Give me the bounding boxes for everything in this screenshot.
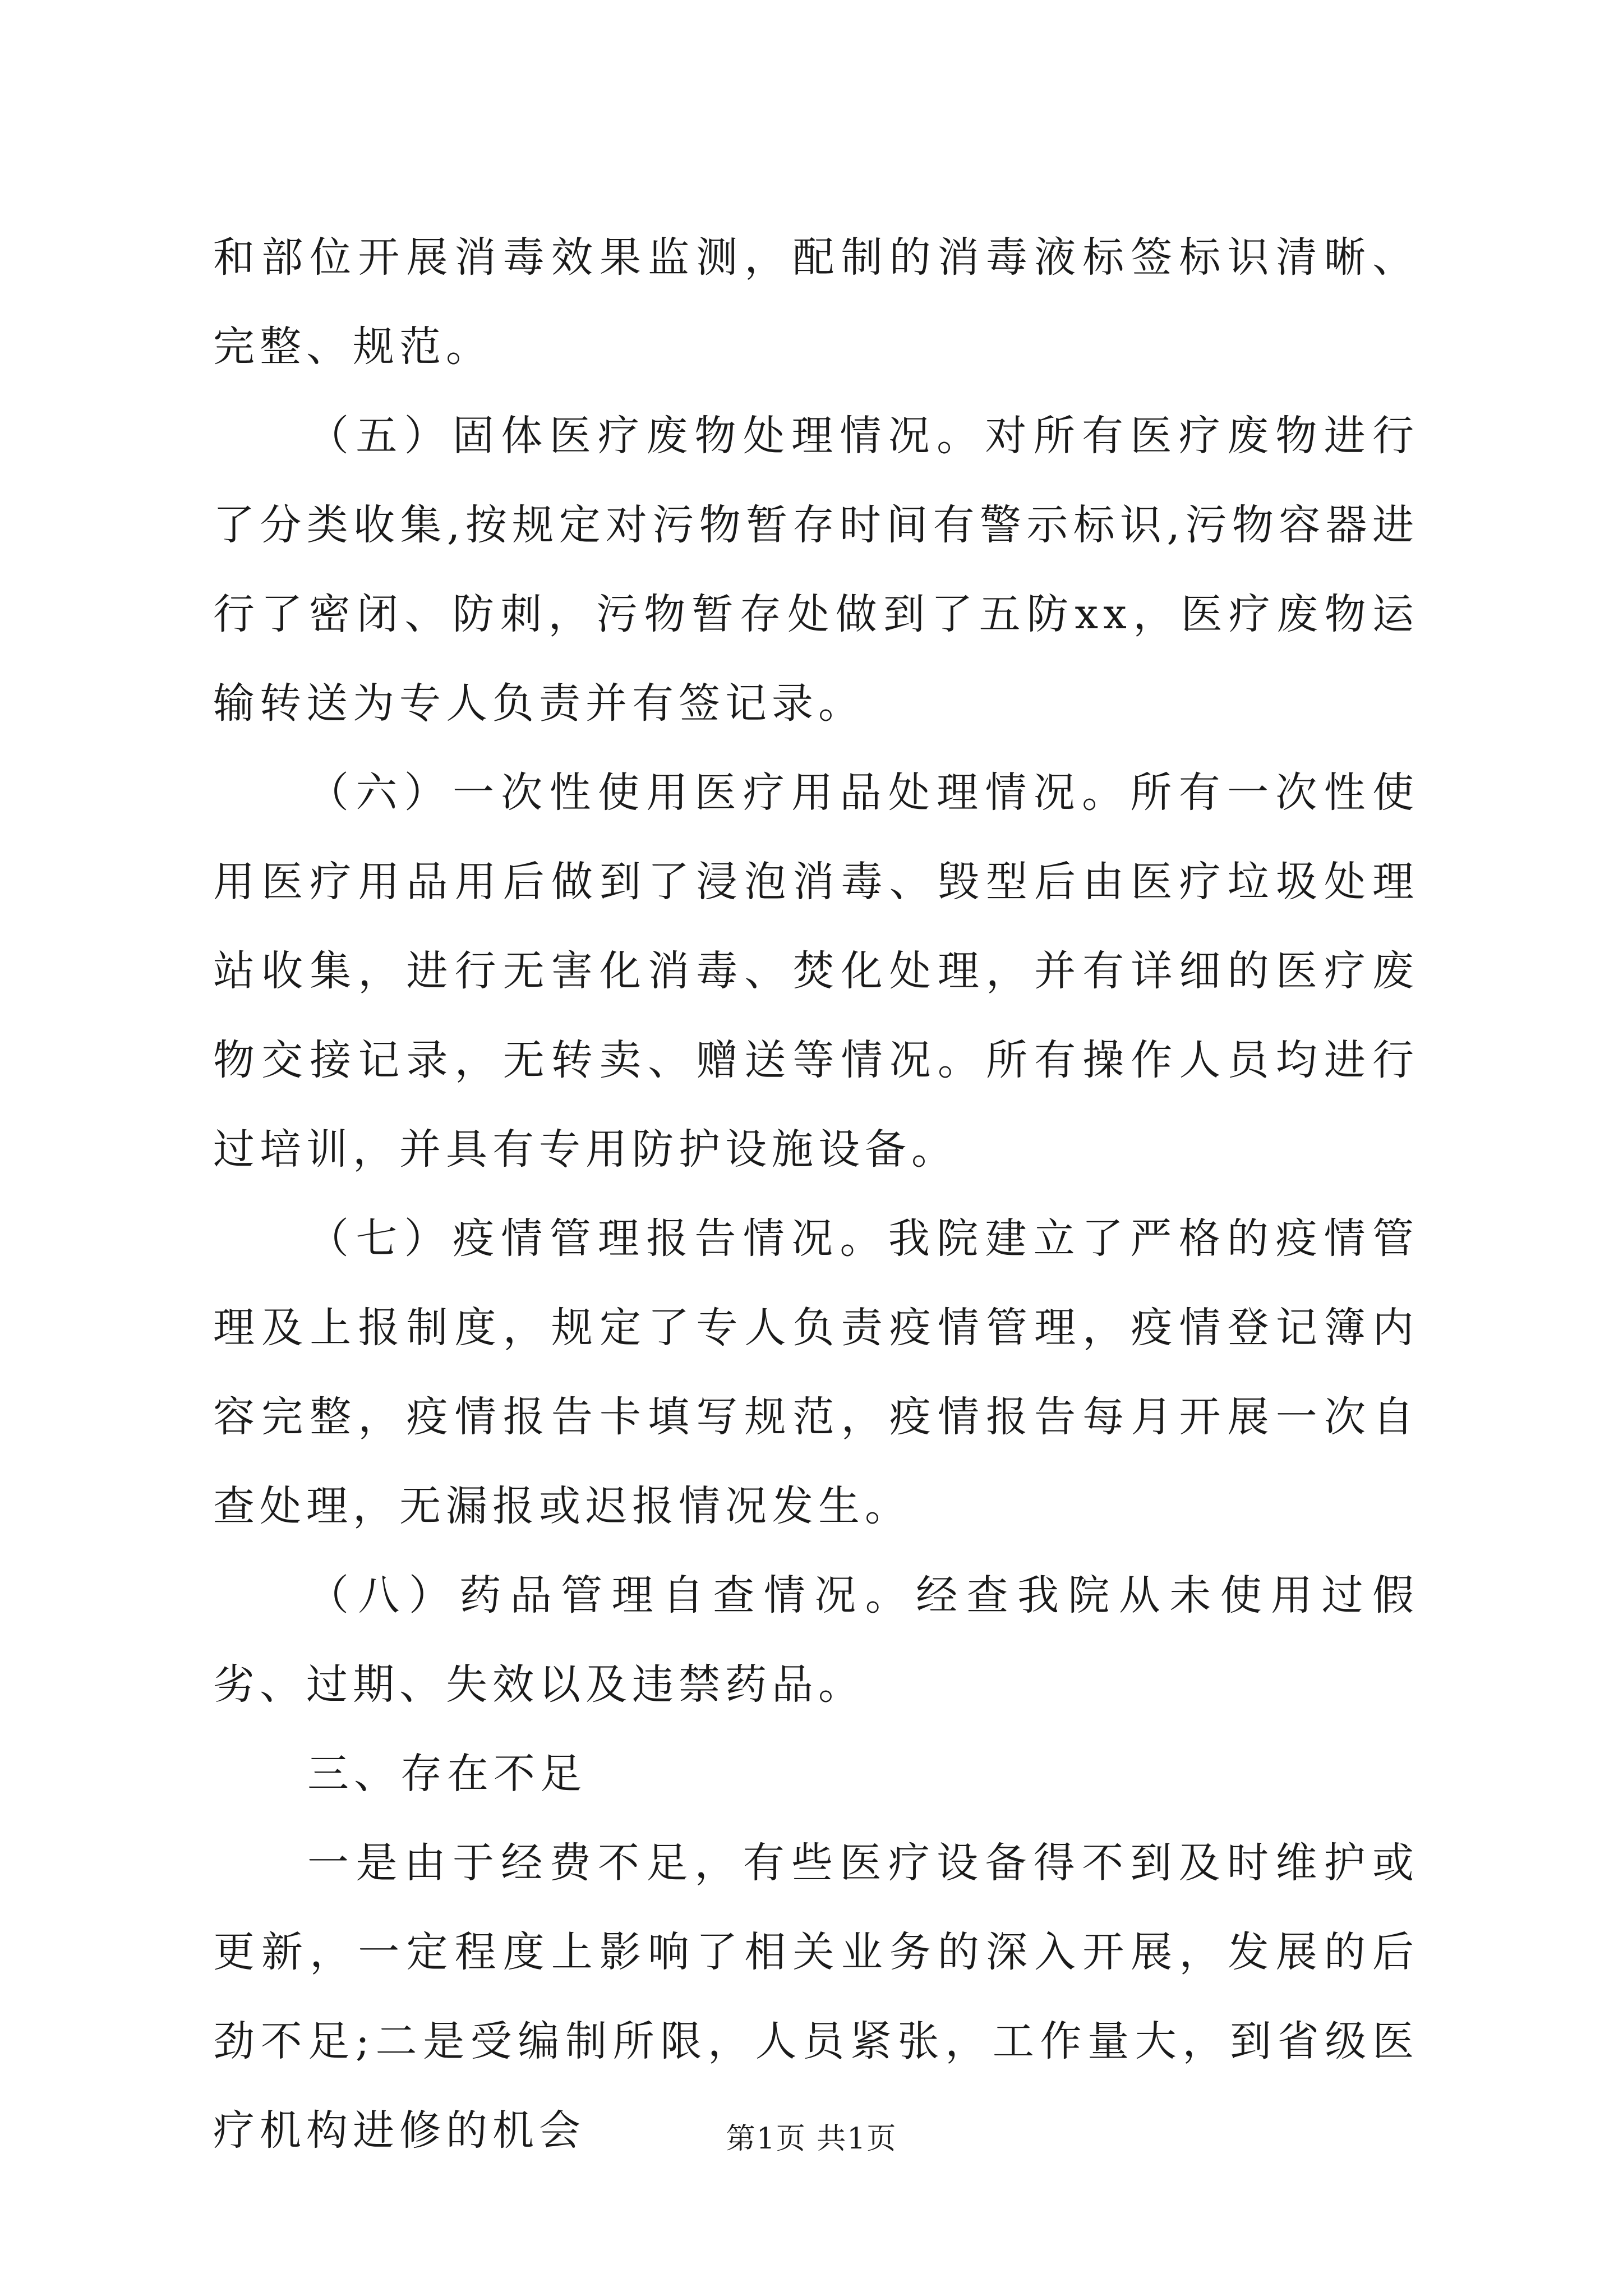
paragraph-1: 和部位开展消毒效果监测，配制的消毒液标签标识清晰、完整、规范。 (213, 233, 1419, 371)
paragraph-5: （八）药品管理自查情况。经查我院从未使用过假劣、过期、失效以及违禁药品。 (213, 1571, 1419, 1709)
paragraph-6: 一是由于经费不足，有些医疗设备得不到及时维护或更新，一定程度上影响了相关业务的深入开展，发展的后劲不足;二是受编制所限，人员紧张，工作量大，到省级医疗机构进修的机会 (213, 1839, 1419, 2155)
page-footer: 第1页 共1页 (726, 2122, 897, 2156)
paragraph-4: （七）疫情管理报告情况。我院建立了严格的疫情管理及上报制度，规定了专人负责疫情管理，疫情登记簿内容完整，疫情报告卡填写规范，疫情报告每月开展一次自查处理，无漏报或迟报情况发生。 (213, 1214, 1419, 1530)
section-heading: 三、存在不足 (307, 1750, 587, 1798)
paragraph-2: （五）固体医疗废物处理情况。对所有医疗废物进行了分类收集,按规定对污物暂存时间有警示标识,污物容器进行了密闭、防刺，污物暂存处做到了五防xx，医疗废物运输转送为专人负责并有签记录。 (213, 412, 1419, 728)
document-body (213, 213, 1419, 2175)
paragraph-3: （六）一次性使用医疗用品处理情况。所有一次性使用医疗用品用后做到了浸泡消毒、毁型后由医疗垃圾处理站收集，进行无害化消毒、焚化处理，并有详细的医疗废物交接记录，无转卖、赠送等情况。所有操作人员均进行过培训，并具有专用防护设施设备。 (213, 769, 1419, 1174)
